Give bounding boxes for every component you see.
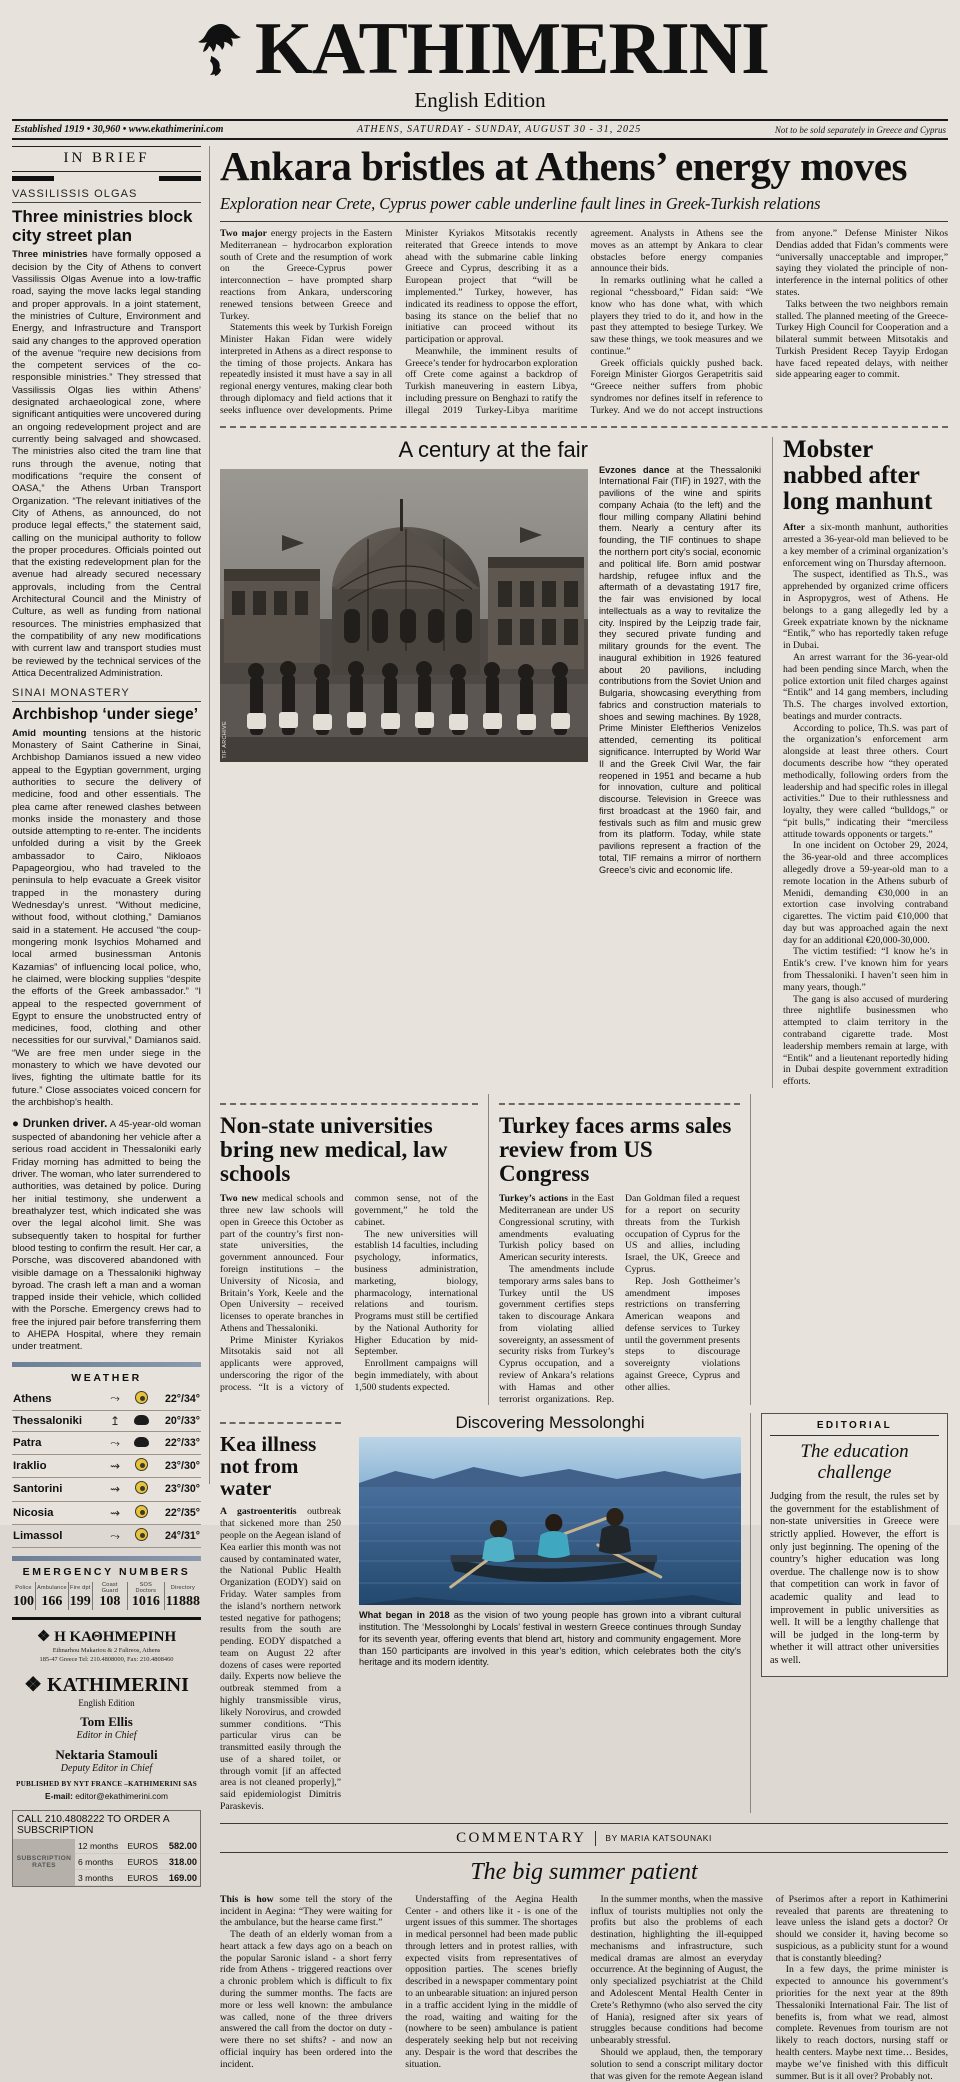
editorial-box[interactable] — [761, 1413, 948, 1676]
commentary-label: COMMENTARY — [456, 1829, 587, 1846]
mobster-paragraph: The suspect, identified as Th.S., was apprehended by organized crime officers in Aspropygros, west of Athens. He belongs to a gang allegedly led by a Greek expatriate known by the nickname “Entik,” who has reportedly taken refuge in Dubai. — [783, 569, 948, 652]
universities-paragraph: The new universities will establish 14 faculties, including psychology, informatics, business administration, marketing, biology, pharmacology, international relations and tourism. Programs must still be certified by the National Authority for Higher Education by mid-September. — [354, 1228, 478, 1358]
emergency-label: Fire dpt — [68, 1582, 92, 1594]
subscription-price: 318.00 — [163, 1854, 200, 1870]
messolonghi-section-title: Discovering Messolonghi — [455, 1413, 645, 1433]
deputy-editor-role: Deputy Editor in Chief — [60, 1762, 153, 1774]
editor-role: Editor in Chief — [76, 1729, 137, 1741]
universities-body — [220, 1193, 478, 1393]
sidebar-column — [12, 146, 210, 1883]
photo-credit: TIF ARCHIVE — [222, 720, 228, 759]
lead-headline: Ankara bristles at Athens’ energy moves — [220, 143, 907, 190]
brief-kicker: VASSILISSIS OLGAS — [12, 188, 201, 203]
brief-item-sinai-monastery[interactable] — [12, 687, 201, 1109]
subscription-currency: EUROS — [124, 1854, 163, 1870]
kea-story[interactable] — [220, 1413, 350, 1812]
subscription-price: 169.00 — [163, 1870, 200, 1886]
commentary-paragraph: Should we applaud, then, the temporary solution to send a conscript military doctor that was given for the remote Aegean island of Pserimos after a report in Kathimerini revealed that parents are threatening to leave unless the island gets a doctor? Or should we consider it, having become so suspicious, as a publicity stunt for a wound that is constantly bleeding? — [590, 1893, 948, 2082]
weather-temp: 22°/34° — [154, 1388, 201, 1411]
sun-icon — [128, 1454, 154, 1477]
wind-icon: ⇝ — [102, 1501, 128, 1524]
brief-body-text: tensions at the historic Monastery of Saint Catherine in Sinai, Archbishop Damianos issued a new video appeal to the Egyptian government, urging authorities to secure the delivery of medicine, food and other essentials. The plea came after renewed clashes between monks inside the monastery and those outside attempting to re-enter. The incidents unfolded during a visit by the Greek ambassador to Cairo, Nikloaos Papageorgiou, who had traveled to the peninsula to help evacuate a Greek visitor trapped in the monastery during Wednesday’s unrest. “Without medicine, without food, without clothing,” Damianos said in a statement. He accused “the coup-mongering monk Isychios Mohamed and local armed businessman Antonis Kazamias” of influencing local police, who, he claimed, were blocking supplies “despite the efforts of the Greek ambassador.” “I appeal to the respected government of Egypt to ensure the unobstructed entry of medicines, food, clothing and other necessities for our survival,” Damianos said. “We are free men under siege in the monastery to which we have devoted our lives, fighting the ultimate battle for its future.” Close associates voiced concern for the archbishop’s health. — [12, 727, 201, 1109]
sun-icon — [128, 1388, 154, 1411]
masthead-dateline: ATHENS, SATURDAY - SUNDAY, AUGUST 30 - 31, 2025 — [356, 124, 642, 136]
emergency-label: Ambulance — [36, 1582, 69, 1594]
in-brief-header: IN BRIEF — [12, 146, 201, 172]
weather-row — [12, 1524, 201, 1547]
subscription-term: 12 months — [75, 1839, 124, 1854]
editorial-header: EDITORIAL — [770, 1420, 939, 1436]
emergency-number: 1016 — [127, 1594, 164, 1610]
cloud-icon — [128, 1432, 154, 1454]
publisher-line: PUBLISHED BY NYT FRANCE –KATHIMERINI SAS — [16, 1779, 197, 1788]
subscription-currency: EUROS — [124, 1870, 163, 1886]
weather-city: Santorini — [12, 1478, 102, 1501]
kea-body: A gastroenteritis outbreak that sickened more than 250 people on the Aegean island of Kea earlier this month was not caused by contaminated water, the National Public Health Organization (EODY) said on Friday. Water samples from the island’s northern network tested negative for pathogens; results from the south are pending. EODY dispatched a team on August 22 after dozens of cases were reported daily. Experts now believe the outbreak stemmed from a highly transmissible virus, likely Norovirus, and crowded summer conditions. “This particular virus can be transmitted easily through the use of a shared toilet, or through vomit [if an affected area is not cleaned properly],” said epidemiologist Dimitris Paraskevis. — [220, 1506, 341, 1813]
wind-icon: ⤳ — [102, 1524, 128, 1547]
masthead-established: Established 1919 • 30,960 • www.ekathimerini.com — [14, 124, 224, 136]
weather-city: Limassol — [12, 1524, 102, 1547]
mobster-paragraph: After a six-month manhunt, authorities arrested a 36-year-old man believed to be a key member of a criminal organization’s enforcement wing on Thursday afternoon. — [783, 522, 948, 569]
subscription-currency: EUROS — [124, 1839, 163, 1854]
weather-city: Athens — [12, 1388, 102, 1411]
subscription-row — [75, 1839, 200, 1854]
subscription-body — [13, 1839, 200, 1886]
commentary-rule-top — [220, 1823, 948, 1824]
commentary-rule-bottom — [220, 1852, 948, 1853]
masthead-subtitle: English Edition — [414, 88, 546, 113]
mobster-headline: Mobster nabbed after long manhunt — [783, 435, 933, 516]
brief-lead-in: ● Drunken driver. — [12, 1118, 108, 1131]
masthead-notice: Not to be sold separately in Greece and Cyprus — [774, 124, 946, 135]
messolonghi-caption: What began in 2018 as the vision of two young people has grown into a vibrant cultural institution. The ‘Messolonghi by Locals’ festival in western Greece continues through Sunday for its seventh year, offering events that blend art, history and community engagement. More than 150 participants are involved in this year’s edition, which celebrates both the city’s heritage and its modern identity. — [359, 1610, 741, 1668]
subscription-price: 582.00 — [163, 1839, 200, 1854]
lead-paragraph: Two major energy projects in the Eastern Mediterranean – hydrocarbon exploration south of Crete and the resumption of work on the Greece-Cyprus power interconnection – have prompted sharp reactions from Ankara, underscoring renewed tensions between Greece and Turkey. — [220, 228, 393, 322]
emergency-number: 166 — [36, 1594, 69, 1610]
brief-item-drunken-driver[interactable] — [12, 1117, 201, 1353]
brief-kicker: SINAI MONASTERY — [12, 687, 201, 702]
wind-icon: ⤳ — [102, 1388, 128, 1411]
commentary-paragraph: This is how some tell the story of the incident in Aegina: “They were waiting for the ambulance, but the hearse came first.” — [220, 1893, 393, 1929]
fair-section-title: A century at the fair — [398, 436, 588, 462]
weather-row — [12, 1454, 201, 1477]
lead-in-words: Two new — [220, 1193, 259, 1205]
weather-temp: 24°/31° — [154, 1524, 201, 1547]
emergency-label: SOS Doctors — [127, 1582, 164, 1594]
mobster-body — [783, 522, 948, 1088]
lead-paragraph: Talks between the two neighbors remain stalled. The planned meeting of the Greece-Turkey High Council for Cooperation and a bilateral summit between Mitsotakis and Turkish President Recep Tayyip Erdogan have faced repeated delays, with neither side appearing eager to commit. — [775, 298, 948, 381]
emergency-band — [12, 1556, 201, 1561]
masthead-info-bar — [12, 121, 948, 140]
masthead-title-row — [12, 8, 948, 90]
lower-stories-row — [220, 1413, 948, 1812]
brief-lead-in: Three ministries — [12, 249, 88, 261]
universities-paragraph: Prime Minister Kyriakos Mitsotakis said not all applicants were approved, underscoring the rigor of the process. “It is a victory of common sense, not of the government,” he told the cabinet. — [220, 1193, 478, 1393]
section-divider — [220, 1103, 478, 1105]
section-divider — [220, 426, 948, 428]
editor-email[interactable]: E-mail: editor@ekathimerini.com — [44, 1790, 169, 1801]
brief-body-text: A 45-year-old woman suspected of abandoning her vehicle after a serious road accident in Thessaloniki early Friday morning has admitted to being the driver. The woman, who later surrendered to authorities, was detained by police. During her initial testimony, she underwent a breathalyzer test, which indicated she was over the legal alcohol limit. She was subsequently taken to hospital for further blood testing to confirm the result. Her car, a Porsche, was discovered abandoned with visible damage on a Thessaloniki highway byroad. The crash left a man and a woman trapped inside their vehicle, which collided with the Porsche. Emergency crews had to free the injured pair before transferring them to AHEPA Hospital, where they remain under treatment. — [12, 1119, 201, 1353]
sun-icon — [128, 1478, 154, 1501]
weather-temp: 22°/33° — [154, 1432, 201, 1454]
editorial-body: Judging from the result, the rules set by the government for the establishment of non-state universities in Greece were strictly applied. However, the effort is only just beginning. The opening of the country’s higher education was long overdue. The challenge now is to show that competition can work in favor of academic quality and lead to improvement in public universities as well. It will be a lengthy challenge that will be judged in the long-term by whether it will attract other universities as well. — [770, 1491, 939, 1667]
emergency-number: 108 — [92, 1594, 127, 1610]
imprint-greek-title: ❖ Η ΚΑΘΗΜΕΡΙΝΗ — [36, 1629, 177, 1646]
weather-table — [12, 1388, 201, 1549]
rule-bar-right — [159, 176, 201, 181]
griffin-logo-icon — [191, 18, 247, 80]
emergency-label: Coast Guard — [92, 1582, 127, 1594]
arms-paragraph: Rep. Josh Gottheimer’s amendment imposes restrictions on transferring American weapons and defense services to Turkey until the government presents steps to discourage sovereignty violations against Greece, Cyprus and other allies. — [625, 1275, 740, 1393]
caption-lead-in: What began in 2018 — [359, 1610, 450, 1621]
brief-lead-in: Amid mounting — [12, 727, 87, 739]
subscription-rates-tag: SUBSCRIPTION RATES — [13, 1839, 75, 1886]
fair-photo — [220, 469, 588, 762]
weather-row — [12, 1432, 201, 1454]
arms-body — [499, 1193, 740, 1405]
masthead-title: KATHIMERINI — [255, 8, 769, 90]
in-brief-rule-bars — [12, 176, 201, 181]
lead-paragraph: Greek officials quickly pushed back. Foreign Minister Giorgos Gerapetritis said “Greece neither suffers from phobic syndromes nor defines itself in reference to Turkey. And we do not accept instructions from anyone.” Defense Minister Nikos Dendias added that Fidan’s comments were “universally unacceptable and improper,” saying they violated the principle of non-interference in the internal politics of other states. — [590, 228, 948, 416]
fair-photo-image — [220, 469, 588, 762]
brief-body-text: have formally opposed a decision by the City of Athens to convert Vassilissis Olgas Avenue into a low-traffic road, saying the move lacks legal standing and proper approvals. In a joint statement, the ministries of Culture, Environment and Energy, and Infrastructure and Transport said any changes to the approved operation of the avenue “require new decisions from the competent services of the co-responsible ministries.” They stressed that Vassilissis Olgas lies within Athens’ designated archaeological zone, where significant antiquities were uncovered during an ongoing redevelopment project and are currently being salvaged and showcased. The ministries also cited the tram line that runs through the avenue, noting that modifications “require the consent of OASA,” the Athens Urban Transport Organization. “The relevant initiatives of the City of Athens, as announced, do not produce legal effects,” the statement said, calling on the municipal authority to follow the proper procedures. Officials pointed out that the existing redevelopment plan for the avenue had already secured necessary approvals, including from the Central Architectural Council and the Ministry of Culture, as well as funding from national resources. The ministries emphasized that the compatibility of any new modifications with current law and transport studies must be reviewed by the technical services of the Attica Decentralized Administration. — [12, 249, 201, 679]
emergency-number: 11888 — [165, 1594, 200, 1610]
imprint-address-2: 185-47 Greece Tel: 210.4808000, Fax: 210.4808460 — [39, 1656, 174, 1663]
imprint-address-1: Ethnarhou Makariou & 2 Falireos, Athens — [52, 1647, 161, 1655]
lead-paragraph: In remarks outlining what he called a regional “chessboard,” Fidan said: “We know who has done what, with which players they tried to do it, and how in the past they attempted to besiege Turkey. We saw these things, we took measures and we continue.” — [590, 275, 763, 357]
lead-in-words: A gastroenteritis — [220, 1506, 297, 1518]
page-grid — [12, 143, 948, 2082]
brief-body — [12, 728, 201, 1110]
arms-headline: Turkey faces arms sales review from US Congress — [499, 1112, 732, 1187]
subscription-row — [75, 1870, 200, 1886]
weather-city: Iraklio — [12, 1454, 102, 1477]
weather-city: Patra — [12, 1432, 102, 1454]
lead-body — [220, 228, 948, 417]
cloud-icon — [128, 1411, 154, 1432]
messolonghi-story[interactable] — [350, 1413, 750, 1812]
lead-in-words: Two major — [220, 228, 267, 240]
lead-paragraph: Meanwhile, the imminent results of Greece’s tender for hydrocarbon exploration off Crete come against a backdrop of Turkish maneuvering in eastern Libya, including pressure on Benghazi to ratify the illegal 2019 Turkey-Libya maritime agreement. Analysts in Athens see the moves as an attempt by Ankara to clear obstacles before energy companies announce their bids. — [405, 228, 763, 416]
commentary-separator — [595, 1831, 596, 1846]
editorial-title: The education challenge — [800, 1441, 909, 1484]
griffin-small-icon: ❖ — [36, 1629, 51, 1646]
subscription-term: 3 months — [75, 1870, 124, 1886]
emergency-table — [12, 1582, 201, 1610]
imprint-divider — [12, 1617, 201, 1620]
mid-stories-row — [220, 1094, 948, 1405]
weather-city: Thessaloniki — [12, 1411, 102, 1432]
weather-temp: 22°/35° — [154, 1501, 201, 1524]
brief-body — [12, 249, 201, 680]
arms-paragraph: The amendments include temporary arms sales bans to Turkey until the US government certifies steps taken to discourage Ankara from violating allied sovereignty, an assessment of security risks from Turkey’s Cyprus occupation, and a review of Ankara’s relations with Hamas and other terrorist organizations. Rep. Dan Goldman filed a request for a report on security threats from the Turkish occupation of Cyprus for the US and allies, including Israel, the UK, Greece and Cyprus. — [499, 1193, 740, 1405]
lead-in-words: After — [783, 522, 806, 534]
wind-icon: ⇝ — [102, 1478, 128, 1501]
commentary-body — [220, 1894, 948, 2082]
commentary-byline: BY MARIA KATSOUNAKI — [605, 1833, 712, 1844]
brief-headline: Three ministries block city street plan — [12, 207, 193, 246]
fair-caption: Evzones dance at the Thessaloniki International Fair (TIF) in 1927, with the pavilions of the wine and spirits company Achaia (to the left) and the flour milling company Allatini behind them. Nearly a century after its founding, the TIF continues to shape the northern port city’s social, economic and political life. Born amid postwar hardship, refugee influx and the aftermath of a devastating 1917 fire, the fair was envisioned by local intellectuals as a way to revitalize the city. Inspired by the Leipzig trade fair, they secured private funding and military grounds for the event. The inaugural exhibition in 1926 featured about 20 pavilions, including contributions from the Soviet Union and Bulgaria, showcasing everything from fabrics and construction materials to shoes and sewing machines. By 1928, Prime Minister Eleftherios Venizelos attended, cementing its political significance. Interrupted by World War II and the Greek Civil War, the fair reopened in 1951 and became a hub for innovation, culture and political discourse. Television in Greece was first broadcast at the 1960 fair, and festivals such as film and music grew from its platform. Today, while state pavilions represent a fraction of the total, TIF remains a mirror of northern Greece’s civic and economic life. — [599, 464, 761, 875]
fair-mobster-row — [220, 437, 948, 1088]
sun-icon — [128, 1524, 154, 1547]
weather-temp: 20°/33° — [154, 1411, 201, 1432]
brief-headline: Archbishop ‘under siege’ — [12, 706, 199, 724]
weather-temp: 23°/30° — [154, 1478, 201, 1501]
commentary-paragraph: The death of an elderly woman from a heart attack a few days ago on a beach on the popular Saronic island - a short ferry ride from Athens - triggered reactions over a chronic problem which is difficult to fix during the summer months. The facts are more or less well known: the ambulance was called, none of the three drivers answered the call from the doctor on duty - were there no set shifts? - and now an official inquiry has been ordered into the incident. — [220, 1929, 393, 2070]
mobster-paragraph: According to police, Th.S. was part of the organization’s enforcement arm alongside at least three others. Court documents describe how “they operated methodically, following orders from the leadership and had specific roles in illegal activities.” Due to their ruthlessness and loyalty, they were called “bulldogs,” or “pit bulls,” indicating their “merciless attitude towards opponents or targets.” — [783, 722, 948, 840]
lead-rule — [220, 221, 948, 222]
subscription-call-line: CALL 210.4808222 TO ORDER A SUBSCRIPTION — [17, 1813, 170, 1836]
subscription-table — [75, 1839, 200, 1886]
section-divider — [220, 1422, 341, 1424]
deputy-editor-name: Nektaria Stamouli — [55, 1746, 158, 1762]
brief-item-vassilissis-olgas[interactable] — [12, 188, 201, 680]
weather-row — [12, 1478, 201, 1501]
imprint-block — [12, 1627, 201, 1800]
mobster-paragraph: The gang is also accused of murdering three nightlife businessmen who attempted to claim territory in the contraband cigarette trade. Most leadership members remain at large, with “Entik” and a lieutenant reportedly hiding in Dubai despite government extradition efforts. — [783, 993, 948, 1088]
editorial-column — [750, 1413, 948, 1812]
subscription-row — [75, 1854, 200, 1870]
commentary-paragraph: In the summer months, when the massive influx of tourists multiplies not only the profits but also the problems of each destination, highlighting the ill-equipped mechanisms and infrastructure, such medical dramas are almost an everyday occurrence. At the beginning of August, the only specialized psychiatrist at the Child and Adolescent Mental Health Center in Crete’s Rethymno (who also served the city of Hania), resigned after six years of struggles because conditions had become unbearably stressful. — [590, 1893, 763, 2047]
section-divider — [499, 1103, 740, 1105]
weather-row — [12, 1411, 201, 1432]
weather-row — [12, 1388, 201, 1411]
main-column — [210, 143, 948, 2082]
commentary-title: The big summer patient — [470, 1858, 698, 1885]
subscription-term: 6 months — [75, 1854, 124, 1870]
emergency-header: EMERGENCY NUMBERS — [22, 1566, 191, 1579]
fair-story[interactable] — [220, 437, 588, 1088]
lead-deck: Exploration near Crete, Cyprus power cable underline fault lines in Greek-Turkish relations — [220, 194, 821, 214]
imprint-english-title: ❖ KATHIMERINI — [24, 1673, 189, 1696]
wind-icon: ⇝ — [102, 1454, 128, 1477]
mobster-paragraph: The victim testified: “I know he’s in Entik’s crew. I’ve known him for years from Thessaloniki. I haven’t seen him in many years, though.” — [783, 946, 948, 993]
mobster-paragraph: An arrest warrant for the 36-year-old had been pending since March, when the police extortion unit filed charges against “Entik” and 14 gang members, including Th.S. The charges involved extortion, beatings and murder contracts. — [783, 651, 948, 722]
caption-lead-in: Evzones dance — [599, 464, 670, 475]
lead-story[interactable] — [220, 143, 948, 416]
imprint-edition: English Edition — [78, 1697, 135, 1708]
commentary-section[interactable] — [220, 1823, 948, 2082]
weather-city: Nicosia — [12, 1501, 102, 1524]
emergency-label: Directory — [170, 1585, 195, 1592]
universities-paragraph: Two new medical schools and three new law schools will open in Greece this October as part of the country’s first non-state universities, the government announced. Four foreign institutions – the University of Nicosia, and Britain’s York, Keele and the Open University – received licenses to operate branches in Athens and Thessaloniki. — [220, 1193, 344, 1334]
commentary-bar — [220, 1830, 948, 1847]
commentary-paragraph: In a few days, the prime minister is expected to announce his government’s priorities for the next year at the 89th Thessaloniki International Fair. The list of benefits is, from what we read, almost complete. Revenues from tourism are not likely to reach doctors, nursing staff or health centers. Maybe next time… Besides, maybe we’ve finished with this difficult summer. But is it all over? Probably not. — [775, 1964, 948, 2082]
fair-caption-column — [599, 437, 761, 1088]
weather-temp: 23°/30° — [154, 1454, 201, 1477]
lead-paragraph: Statements this week by Turkish Foreign Minister Hakan Fidan were widely interpreted in Athens as a direct response to the timing of those projects. Ankara has repeatedly insisted it must have a say in all regional energy ventures, making clear both through diplomacy and field actions that it seeks influence over developments. Prime Minister Kyriakos Mitsotakis recently reiterated that Greece intends to move ahead with the submarine cable linking Greece and Cyprus, describing it as a European project that “will be implemented.” Turkey, however, has indicated its readiness to oppose the effort, basing its stance on the belief that no initiative can proceed without its participation or approval. — [220, 228, 578, 416]
emergency-number: 199 — [69, 1594, 91, 1610]
emergency-label: Police — [12, 1582, 36, 1594]
rule-bar-left — [12, 176, 54, 181]
universities-paragraph: Enrollment campaigns will begin immediately, with about 1,500 students expected. — [354, 1358, 478, 1393]
universities-headline: Non-state universities bring new medical, law schools — [220, 1112, 448, 1187]
weather-row — [12, 1501, 201, 1524]
sun-icon — [128, 1501, 154, 1524]
messolonghi-photo — [359, 1437, 741, 1605]
wind-icon: ↥ — [102, 1411, 128, 1432]
lead-in-words: Turkey’s actions — [499, 1193, 568, 1205]
emergency-number: 100 — [13, 1594, 34, 1610]
lead-in-words: This is how — [220, 1893, 274, 1905]
editor-name: Tom Ellis — [80, 1713, 133, 1729]
arms-story[interactable] — [488, 1094, 750, 1405]
wind-icon: ⤳ — [102, 1432, 128, 1454]
subscription-box[interactable] — [12, 1810, 201, 1887]
kea-headline: Kea illness not from water — [220, 1432, 317, 1501]
arms-paragraph: Turkey’s actions in the East Mediterranean are under US Congressional scrutiny, with amendments evaluating Turkish policy based on American security interests. — [499, 1193, 614, 1264]
mobster-paragraph: In one incident on October 29, 2024, the 36-year-old and three accomplices allegedly drove a 59-year-old man to a remote location in the Athens suburb of Menidi, demanding €30,000 in an extortion case involving contraband cigarettes. The victim paid €10,000 that day but was approached again the next day for an additional €20,000-30,000. — [783, 840, 948, 946]
messolonghi-photo-image — [359, 1437, 741, 1605]
masthead — [12, 8, 948, 140]
weather-band — [12, 1362, 201, 1367]
emergency-numbers-row — [12, 1594, 201, 1610]
commentary-paragraph: Understaffing of the Aegina Health Center - and others like it - is one of the urgent issues of this summer. The shortages in medical personnel had been made public through letters and in protest rallies, with expected visits from representatives of opposition parties. The scenes briefly described in a newspaper commentary point to an unbearable situation: an injured person in a traffic accident lying in the middle of the road, waiting and waiting for the (nowhere to be seen) ambulance is patient desperately seeking help but not receiving any. Despair is the word that describes the situation. — [405, 1893, 578, 2070]
weather-header: WEATHER — [71, 1371, 142, 1384]
universities-story[interactable] — [220, 1094, 488, 1405]
griffin-small-icon: ❖ — [24, 1673, 43, 1696]
emergency-labels-row — [12, 1582, 201, 1594]
mobster-story[interactable] — [772, 437, 948, 1088]
mobster-tail-spacer — [750, 1094, 948, 1405]
